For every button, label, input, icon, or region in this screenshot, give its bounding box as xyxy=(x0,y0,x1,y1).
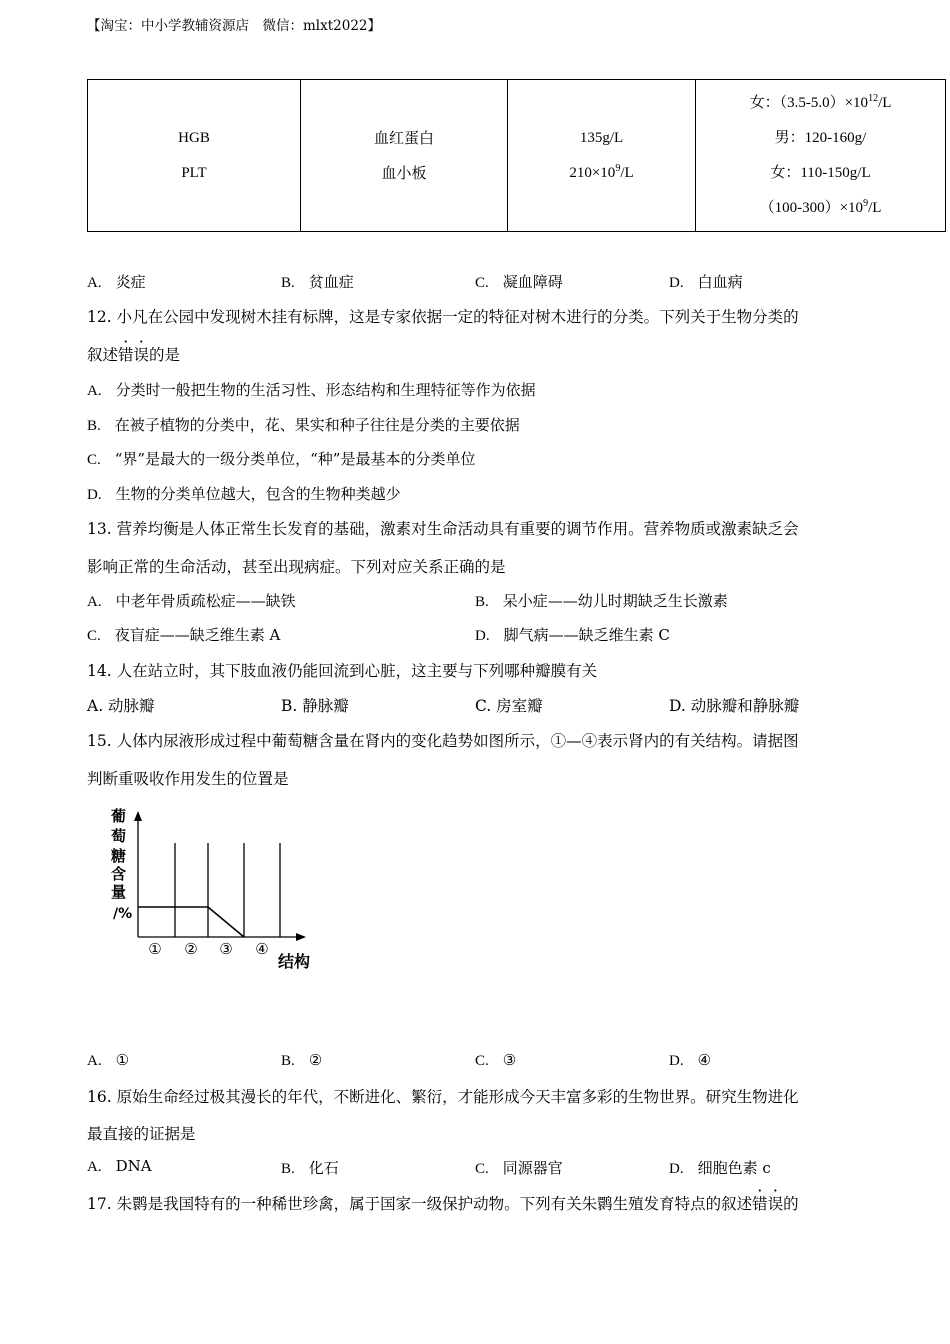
y-label-char-5: 量 xyxy=(111,883,127,901)
y-label-char-3: 糖 xyxy=(111,847,127,865)
glucose-curve xyxy=(138,907,244,937)
q13-stem-line-2: 影响正常的生命活动，甚至出现病症。下列对应关系正确的是 xyxy=(87,558,506,576)
q14-option-a[interactable]: A. 动脉瓣 xyxy=(87,697,155,715)
reference-line-4: $(100-300)\times 10^9/L$ xyxy=(759,197,882,216)
q12-stem-line-1: 12. 小凡在公园中发现树木挂有标牌，这是专家依据一定的特征对树木进行的分类。下列关于生物分类的 xyxy=(87,308,799,326)
x-label-1: ① xyxy=(148,940,162,958)
table-cell-name xyxy=(301,80,508,232)
q12-option-d[interactable]: D. 生物的分类单位越大，包含的生物种类越少 xyxy=(87,485,401,503)
x-axis-arrow-icon xyxy=(296,933,306,941)
item-plt: PLT xyxy=(181,164,207,181)
q16-stem-line-1: 16. 原始生命经过极其漫长的年代，不断进化、繁衍，才能形成今天丰富多彩的生物世界。研究生物进化 xyxy=(87,1088,799,1106)
q13-option-a[interactable]: A. 中老年骨质疏松症——缺铁 xyxy=(87,592,296,610)
q17-stem-line-1: 17. 朱鹮是我国特有的一种稀世珍禽，属于国家一级保护动物。下列有关朱鹮生殖发育特点的叙述错误的 xyxy=(87,1195,799,1213)
table-cell-reference xyxy=(696,80,946,232)
y-label-char-1: 葡 xyxy=(111,807,127,825)
y-label-char-6: /% xyxy=(113,906,133,922)
q14-option-b[interactable]: B. 静脉瓣 xyxy=(281,697,349,715)
q11-option-a[interactable]: A. 炎症 xyxy=(87,273,146,291)
x-label-4: ④ xyxy=(255,940,269,958)
table-cell-result xyxy=(508,80,696,232)
y-label-char-2: 萄 xyxy=(111,827,127,845)
q15-option-c[interactable]: C. ③ xyxy=(475,1051,517,1069)
q11-option-c[interactable]: C. 凝血障碍 xyxy=(475,273,563,291)
q15-stem-line-1: 15. 人体内尿液形成过程中葡萄糖含量在肾内的变化趋势如图所示，①—④表示肾内的有关结构。请据图 xyxy=(87,732,799,750)
q15-option-b[interactable]: B. ② xyxy=(281,1051,323,1069)
name-hemoglobin: 血红蛋白 xyxy=(373,128,434,147)
q13-option-d[interactable]: D. 脚气病——缺乏维生素 C xyxy=(475,626,670,644)
q12-stem-line-2: 叙述错误的是 xyxy=(87,346,181,364)
result-plt: $210\times 10^9/L$ xyxy=(569,162,634,181)
q16-option-c[interactable]: C. 同源器官 xyxy=(475,1159,563,1177)
q15-option-d[interactable]: D. ④ xyxy=(669,1051,712,1069)
y-label-char-4: 含 xyxy=(111,865,127,883)
result-hgb: 135g/L xyxy=(579,129,624,146)
q16-stem-line-2: 最直接的证据是 xyxy=(87,1125,196,1143)
q16-option-a[interactable]: A. DNA xyxy=(87,1157,152,1175)
q13-stem-line-1: 13. 营养均衡是人体正常生长发育的基础，激素对生命活动具有重要的调节作用。营养物质或激素缺乏会 xyxy=(87,520,799,538)
q14-option-c[interactable]: C. 房室瓣 xyxy=(475,697,543,715)
q14-option-d[interactable]: D. 动脉瓣和静脉瓣 xyxy=(669,697,800,715)
table-cell-item xyxy=(88,80,301,232)
item-hgb: HGB xyxy=(178,129,210,146)
glucose-content-diagram xyxy=(100,805,330,980)
q11-option-b[interactable]: B. 贫血症 xyxy=(281,273,354,291)
q16-option-b[interactable]: B. 化石 xyxy=(281,1159,339,1177)
q11-option-d[interactable]: D. 白血病 xyxy=(669,273,743,291)
y-axis-label xyxy=(110,807,132,922)
q12-option-a[interactable]: A. 分类时一般把生物的生活习性、形态结构和生理特征等作为依据 xyxy=(87,381,536,399)
name-platelet: 血小板 xyxy=(381,163,427,182)
q15-stem-line-2: 判断重吸收作用发生的位置是 xyxy=(87,770,289,788)
q12-option-b[interactable]: B. 在被子植物的分类中，花、果实和种子往往是分类的主要依据 xyxy=(87,416,520,434)
q14-stem: 14. 人在站立时，其下肢血液仍能回流到心脏，这主要与下列哪种瓣膜有关 xyxy=(87,662,598,680)
reference-line-1: 女：$(3.5-5.0)\times 10^{12}/L$ xyxy=(749,92,892,111)
x-label-2: ② xyxy=(184,940,198,958)
q13-option-b[interactable]: B. 呆小症——幼儿时期缺乏生长激素 xyxy=(475,592,728,610)
y-axis-arrow-icon xyxy=(134,811,142,821)
page-header: 【淘宝：中小学教辅资源店 微信：mlxt2022】 xyxy=(87,18,382,34)
x-label-3: ③ xyxy=(219,940,233,958)
blood-test-table xyxy=(87,79,946,232)
q16-option-d[interactable]: D. 细胞色素 c xyxy=(669,1159,771,1177)
reference-line-2: 男：120-160g/ xyxy=(774,129,867,146)
reference-line-3: 女：110-150g/L xyxy=(770,164,871,181)
q15-option-a[interactable]: A. ① xyxy=(87,1051,130,1069)
q13-option-c[interactable]: C. 夜盲症——缺乏维生素 A xyxy=(87,626,281,644)
q12-option-c[interactable]: C. “界”是最大的一级分类单位，“种”是最基本的分类单位 xyxy=(87,450,476,468)
x-axis-label: 结构 xyxy=(277,952,311,971)
